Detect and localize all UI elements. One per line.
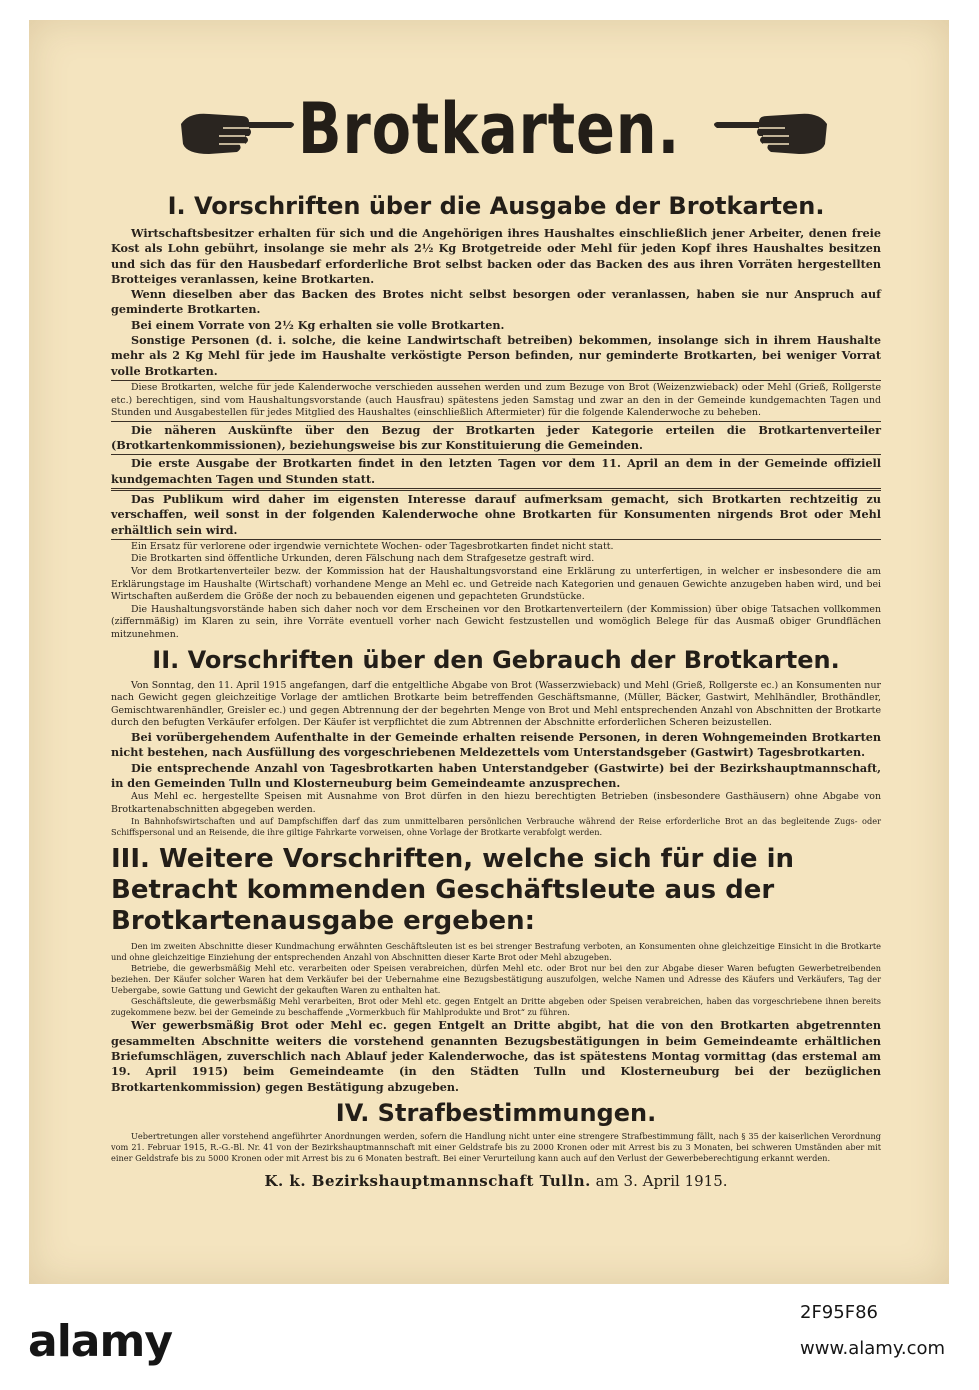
section-1-paragraph: Die näheren Auskünfte über den Bezug der Brotkarten jeder Kategorie erteilen die Brotkartenverteiler (Brotkartenkommissionen), beziehungsweise bis zur Konstituierung die Gemeinden. (111, 422, 881, 453)
section-2-paragraph: Bei vorübergehendem Aufenthalte in der Gemeinde erhalten reisende Personen, in deren Wohngemeinden Brotkarten nicht bestehen, nach Ausfüllung des vorgeschriebenen Meldezettels vom Unterstandsgeber (Gastwirt) Tagesbrotkarten. (111, 729, 881, 760)
section-1-paragraph: Wirtschaftsbesitzer erhalten für sich und die Angehörigen ihres Haushaltes einschließlich jener Arbeiter, denen freie Kost als Lohn gebührt, insolange sie mehr als 2½ Kg Brotgetreide oder Mehl für jeden Kopf ihres Haushaltes besitzen und sich das für den Hausbedarf erforderliche Brot selbst backen oder das Backen des aus ihren Vorräten hergestellten Brotteiges veranlassen, keine Brotkarten. (111, 226, 881, 286)
poster-content (111, 192, 881, 1190)
section-2-heading: II. Vorschriften über den Gebrauch der Brotkarten. (152, 645, 840, 674)
section-2-paragraph: Von Sonntag, den 11. April 1915 angefangen, darf die entgeltliche Abgabe von Brot (Wasserzwieback) und Mehl (Grieß, Rollgerste ec.) an Konsumenten nur nach Gewicht gegen gleichzeitige Vorlage der amtlichen Brotkarte beim betreffenden Geschäftsmanne, (Müller, Bäcker, Gastwirt, Mehlhändler, Brothändler, Gemischtwarenhändler, Greisler ec.) und gegen Abtrennung der der begehrten Menge von Brot und Mehl entsprechenden Anzahl von Abschnitten der Brotkarte durch den befugten Verkäufer erfolgen. Der Käufer ist verpflichtet die zum Abtrennen der Abschnitte erforderlichen Scheren beizustellen. (111, 679, 881, 729)
section-3-paragraph: Den im zweiten Abschnitte dieser Kundmachung erwähnten Geschäftsleuten ist es bei strenger Bestrafung verboten, an Konsumenten ohne gleichzeitige Einsicht in die Brotkarte und ohne gleichzeitige Einziehung der entsprechenden Anzahl von Abschnitten dieser Karte Brot oder Mehl abzugeben. (111, 941, 881, 963)
section-1-paragraph: Wenn dieselben aber das Backen des Brotes nicht selbst besorgen oder veranlassen, haben sie nur Anspruch auf geminderte Brotkarten. (111, 287, 881, 317)
pointing-hand-left-icon (709, 106, 829, 162)
watermark-url: www.alamy.com (800, 1338, 946, 1359)
section-2-paragraph: In Bahnhofswirtschaften und auf Dampfschiffen darf das zum unmittelbaren persönlichen Verbrauche während der Reise erforderliche Brot an das begleitende Zugs- oder Schiffspersonal und an Reisende, die ihre giltige Fahrkarte vorweisen, ohne Vorlage der Brotkarte verabfolgt werden. (111, 816, 881, 838)
section-1-boxed-paragraph: Die erste Ausgabe der Brotkarten findet in den letzten Tagen vor dem 11. April an dem in der Gemeinde offiziell kundgemachten Tagen und Stunden statt. (111, 454, 881, 489)
issuing-office: K. k. Bezirkshauptmannschaft Tulln. (264, 1171, 591, 1190)
section-4-heading: IV. Strafbestimmungen. (335, 1098, 657, 1127)
section-1-paragraph: Die Brotkarten sind öffentliche Urkunden, deren Fälschung nach dem Strafgesetze gestraft wird. (131, 553, 595, 565)
watermark-image-id: 2F95F86 (800, 1302, 878, 1323)
section-3-paragraph: Geschäftsleute, die gewerbsmäßig Mehl verarbeiten, Brot oder Mehl etc. gegen Entgelt an Dritte abgeben oder Speisen verabreichen, haben das vorgeschriebene ihnen bereits zugekommene bezw. bei der Gemeinde zu beschaffende „Vormerkbuch für Mahlprodukte und Brot“ zu führen. (111, 996, 881, 1018)
section-1-boxed-paragraph: Diese Brotkarten, welche für jede Kalenderwoche verschieden aussehen werden und zum Bezuge von Brot (Weizenzwieback) oder Mehl (Grieß, Rollgerste etc.) berechtigen, sind vom Haushaltungsvorstande (auch Hausfrau) spätestens jeden Samstag und zwar an den in der Gemeinde kundgemachten Tagen und Stunden und Ausgabestellen für jedes Mitglied des Haushaltes (einschließlich Aftermieter) für die folgende Kalenderwoche zu beheben. (111, 380, 881, 422)
section-1-paragraph: Bei einem Vorrate von 2½ Kg erhalten sie volle Brotkarten. (131, 317, 505, 332)
section-2-paragraph: Aus Mehl ec. hergestellte Speisen mit Ausnahme von Brot dürfen in den hiezu berechtigten Betrieben (insbesondere Gasthäusern) ohne Abgabe von Brotkartenabschnitten abgegeben werden. (111, 791, 881, 815)
section-1-paragraph: Ein Ersatz für verlorene oder irgendwie vernichtete Wochen- oder Tagesbrotkarten findet nicht statt. (131, 540, 614, 552)
section-4-paragraph: Uebertretungen aller vorstehend angeführter Anordnungen werden, sofern die Handlung nicht unter eine strengere Strafbestimmung fällt, nach § 35 der kaiserlichen Verordnung vom 21. Februar 1915, R.-G.-Bl. Nr. 41 von der Bezirkshauptmannschaft mit einer Geldstrafe bis zu 2000 Kronen oder mit Arrest bis zu 3 Monaten, bei schweren Umständen aber mit einer Geldstrafe bis zu 5000 Kronen oder mit Arrest bis zu 6 Monaten bestraft. Bei einer Verurteilung kann auch auf den Verlust der Gewerbeberechtigung erkannt werden. (111, 1130, 881, 1163)
watermark-logo: alamy (28, 1316, 172, 1367)
section-3-paragraph: Betriebe, die gewerbsmäßig Mehl etc. verarbeiten oder Speisen verabreichen, dürfen Mehl etc. oder Brot nur bei den zur Abgabe dieser Waren befugten Gewerbetreibenden beziehen. Der Käufer solcher Waren hat dem Verkäufer bei der Uebernahme eine Bezugsbestätigung auszufolgen, welche Namen und Adresse des Käufers und Verkäufers, Tag der Uebergabe, sowie Gattung und Gewicht der gekauften Waren zu enthalten hat. (111, 963, 881, 996)
poster (29, 20, 949, 1284)
poster-title: Brotkarten. (297, 88, 681, 170)
section-3-paragraph: Wer gewerbsmäßig Brot oder Mehl ec. gegen Entgelt an Dritte abgibt, hat die von den Brotkarten abgetrennten gesammelten Abschnitte weiters die vorstehend genannten Bezugsbestätigungen in beim Gemeindeamte erhältlichen Briefumschlägen, zuverschlich nach Ablauf jeder Kalenderwoche, das ist spätestens Montag vormittag (das erstemal am 19. April 1915) beim Gemeindeamte (in den Städten Tulln und Klosterneuburg bei der bezüglichen Brotkartenkommission) gegen Bestätigung abzugeben. (111, 1018, 881, 1094)
section-2-paragraph: Die entsprechende Anzahl von Tagesbrotkarten haben Unterstandgeber (Gastwirte) bei der Bezirkshauptmannschaft, in den Gemeinden Tulln und Klosterneuburg beim Gemeindeamte anzusprechen. (111, 760, 881, 790)
section-1-paragraph: Sonstige Personen (d. i. solche, die keine Landwirtschaft betreiben) bekommen, insolange sich in ihrem Haushalte mehr als 2 Kg Mehl für jede im Haushalte verköstigte Person befinden, nur geminderte Brotkarten, bei weniger Vorrat volle Brotkarten. (111, 333, 881, 378)
section-1-paragraph: Vor dem Brotkartenverteiler bezw. der Kommission hat der Haushaltungsvorstand eine Erklärung zu unterfertigen, in welcher er insbesondere die am Erklärungstage im Haushalte (Wirtschaft) vorhandene Menge an Mehl ec. und Getreide nach Kategorien und genauen Gewichte anzugeben haben wird, und bei Wirtschaften außerdem die Größe der noch zu bebauenden eigenen und gepachteten Grundstücke. (111, 566, 881, 603)
issue-date: am 3. April 1915. (595, 1171, 728, 1190)
section-1-boxed-paragraph: Das Publikum wird daher im eigensten Interesse darauf aufmerksam gemacht, sich Brotkarten rechtzeitig zu verschaffen, weil sonst in der folgenden Kalenderwoche ohne Brotkarten für Konsumenten nirgends Brot oder Mehl erhältlich sein wird. (111, 490, 881, 540)
signature-line (111, 1172, 881, 1190)
section-1-heading: I. Vorschriften über die Ausgabe der Brotkarten. (167, 192, 825, 220)
section-1-paragraph: Die Haushaltungsvorstände haben sich daher noch vor dem Erscheinen vor den Brotkartenverteilern (der Kommission) über obige Tatsachen vollkommen (ziffernmäßig) im Klaren zu sein, ihre Vorräte eventuell vorher nach Gewicht festzustellen und womöglich Belege für das Ausmaß obiger Grundflächen mitzunehmen. (111, 603, 881, 640)
section-3-heading: III. Weitere Vorschriften, welche sich für die in Betracht kommenden Geschäftsleute aus der Brotkartenausgabe ergeben: (111, 844, 795, 937)
poster-header (29, 88, 949, 198)
